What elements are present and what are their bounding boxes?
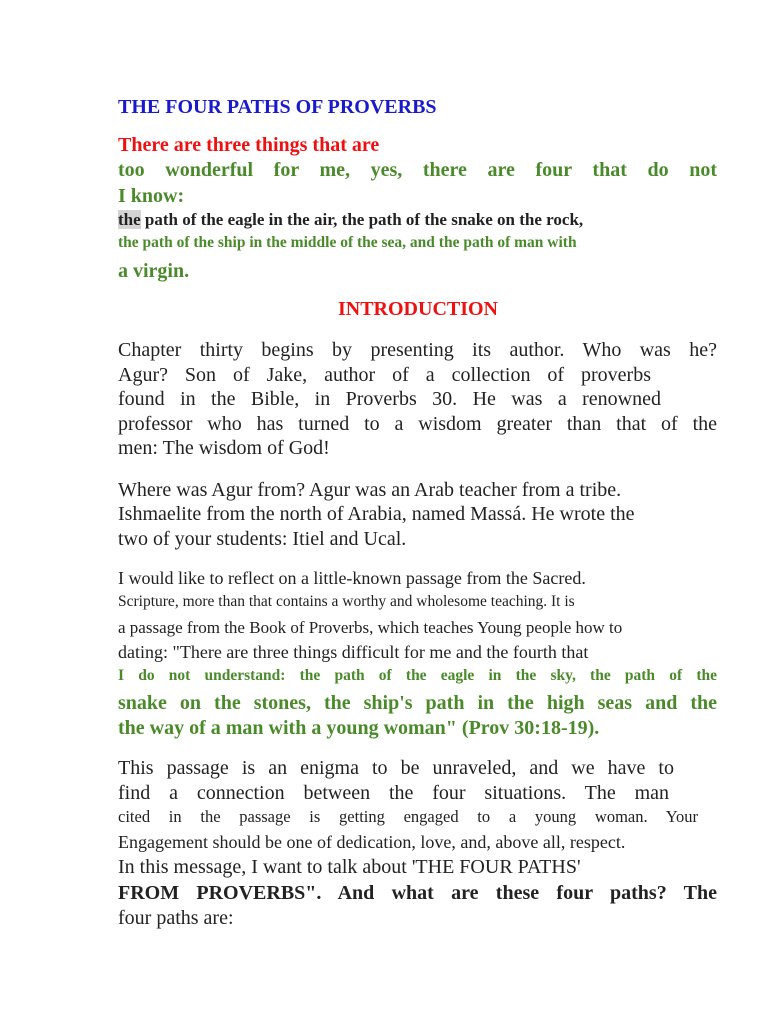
p4-line-5: In this message, I want to talk about 'THE FOUR PATHS'	[118, 856, 581, 878]
document-title: THE FOUR PATHS OF PROVERBS	[118, 96, 437, 118]
p1-line-2: Agur? Son of Jake, author of a collection of proverbs	[118, 364, 651, 386]
p2-line-2: Ishmaelite from the north of Arabia, named Massá. He wrote the	[118, 503, 635, 525]
p3-line-2: Scripture, more than that contains a worthy and wholesome teaching. It is	[118, 593, 575, 610]
p1-line-1: Chapter thirty begins by presenting its author. Who was he?	[118, 339, 717, 361]
p4-line-4: Engagement should be one of dedication, love, and, above all, respect.	[118, 832, 626, 852]
p1-line-3: found in the Bible, in Proverbs 30. He was a renowned	[118, 388, 661, 410]
verse-line-6: a virgin.	[118, 260, 190, 282]
p3-line-4: dating: "There are three things difficult for me and the fourth that	[118, 642, 589, 662]
p4-line-6: FROM PROVERBS". And what are these four paths? The	[118, 882, 717, 904]
verse-line-1: There are three things that are	[118, 134, 380, 156]
p2-line-3: two of your students: Itiel and Ucal.	[118, 528, 407, 550]
p3-line-1: I would like to reflect on a little-known passage from the Sacred.	[118, 568, 586, 588]
verse-line-3: I know:	[118, 185, 185, 207]
p4-line-7: four paths are:	[118, 907, 234, 929]
p3-line-6: snake on the stones, the ship's path in the high seas and the	[118, 692, 717, 714]
p4-line-1: This passage is an enigma to be unraveled, and we have to	[118, 757, 674, 779]
p4-line-2: find a connection between the four situations. The man	[118, 782, 669, 804]
p1-line-4: professor who has turned to a wisdom greater than that of the	[118, 413, 717, 435]
verse-line-2: too wonderful for me, yes, there are four that do not	[118, 159, 717, 181]
p3-line-5: I do not understand: the path of the eagle in the sky, the path of the	[118, 667, 717, 684]
p3-line-3: a passage from the Book of Proverbs, which teaches Young people how to	[118, 618, 623, 637]
verse-line-5: the path of the ship in the middle of the sea, and the path of man with	[118, 234, 577, 251]
p2-line-1: Where was Agur from? Agur was an Arab teacher from a tribe.	[118, 479, 622, 501]
verse-line-4: the path of the eagle in the air, the path of the snake on the rock,	[118, 210, 584, 229]
section-heading: INTRODUCTION	[337, 298, 499, 320]
highlighted-word: the	[118, 210, 141, 229]
p4-line-3: cited in the passage is getting engaged to a young woman. Your	[118, 807, 698, 826]
p1-line-5: men: The wisdom of God!	[118, 437, 330, 459]
p3-line-7: the way of a man with a young woman" (Prov 30:18-19).	[118, 717, 600, 739]
